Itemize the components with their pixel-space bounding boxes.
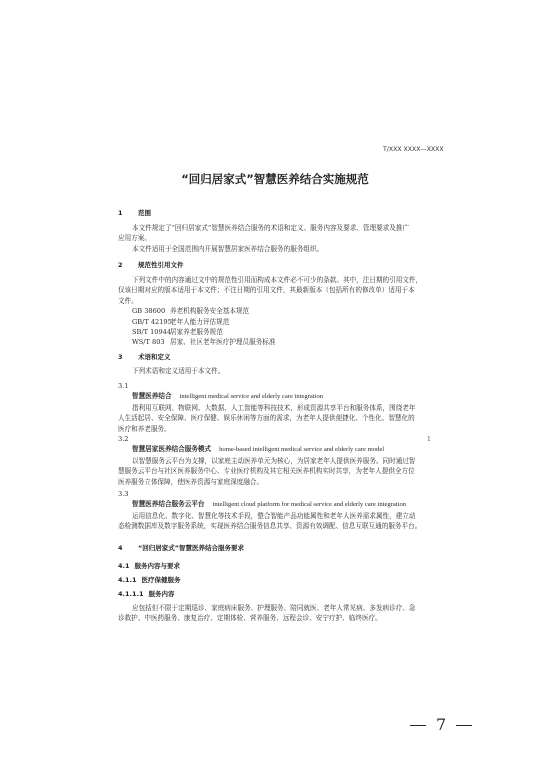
reference-name: 养老机构服务安全基本规范 [170,307,250,316]
page-number: 7 [436,715,447,734]
section-number: 4 [118,544,123,552]
dash-divider [456,725,472,726]
term-name: 智慧医养结合服务云平台 [132,500,205,509]
definition-line: 医养服务立体保障，使医养资源与家庭深度融合。 [118,477,264,486]
term-heading [118,499,421,510]
section-4-1-1-1-body [118,603,416,624]
reference-item [132,327,422,337]
reference-item [132,306,422,316]
term-name: 智慧医养结合 [132,392,172,401]
definition-line: 人生活起居、安全保障、医疗保健、娱乐休闲等方面的需求，为老年人提供便捷化、个性化、智慧化的 [118,414,415,423]
section-number: 3 [118,353,123,361]
term-number: 3.3 [118,490,129,498]
section-4-1-1-1-heading [118,589,175,599]
term-english: home-based intelligent medical service and elderly care model [219,446,385,454]
section-2-heading [118,260,184,270]
dash-divider [410,725,426,726]
section-number: 4.1.1.1 [118,590,144,598]
definition-line: 态检测数据库及数字服务系统，实现医养结合服务信息共享、资源有效调配、信息互联互通的服务平台。 [118,522,422,531]
section-title: 服务内容 [148,590,175,598]
section-number: 2 [118,261,123,269]
reference-name: 老年人能力评估规范 [170,317,230,326]
reference-item [132,337,422,347]
definition-line: 运用信息化、数字化、智慧化等技术手段，整合智能产品功能属性和老年人医养需求属性，建立动 [132,511,416,520]
term-3-2 [118,434,416,487]
section-title: 服务内容与要求 [134,562,181,570]
term-3-1 [118,381,416,434]
section-number: 4.1.1 [118,576,137,584]
paragraph-line: 下列文件中的内容通过文中的规范性引用而构成本文件必不可少的条款。其中，注日期的引用文件， [132,276,423,284]
section-4-1-heading [118,561,180,571]
section-3-intro: 下列术语和定义适用于本文件。 [132,367,225,375]
page-number-small: 1 [427,436,431,443]
term-english: intelligent medical service and elderly care integration [179,393,324,401]
section-2-body [118,275,422,348]
section-title: 术语和定义 [138,353,171,361]
paragraph-line: 本文件适用于全国范围内开展智慧居家医养结合服务的服务组织。 [132,244,324,253]
reference-code: GB 38600 [132,307,166,316]
paragraph-line: 应包括但不限于定期巡诊、家庭病床服务、护理服务、陪同就医、老年人常见病、多发病诊疗、急 [132,604,416,612]
term-3-3 [118,489,421,532]
section-number: 4.1 [118,562,130,570]
paragraph-line: 诊救护、中医药服务、康复治疗、定期体检、营养服务、远程会诊、安宁疗护、临终医疗。 [118,614,382,623]
paragraph-line: 本文件规定了“回归居家式”智慧医养结合服务的术语和定义、服务内容及要求、管理要求及推广 [132,224,410,232]
section-4-1-1-heading [118,575,181,585]
reference-item [132,317,422,327]
term-number: 3.2 [118,435,129,443]
reference-code: GB/T 42195 [132,317,172,326]
definition-line: 以智慧服务云平台为支撑，以家庭主动医养单元为核心，为居家老年人提供医养服务。同时通过智 [132,456,416,465]
term-heading [118,444,416,455]
term-heading [118,391,416,402]
reference-list [118,306,422,348]
reference-code: SB/T 10944 [132,328,172,337]
section-number: 1 [118,209,123,217]
definition-line: 医疗和养老服务。 [118,424,171,433]
section-title: “回归居家式”智慧医养结合服务要求 [138,544,245,552]
section-3-heading [118,352,171,362]
page-footer [400,715,482,734]
definition-line: 指利用互联网、物联网、大数据、人工智能等科技技术，形成资源共享平台和服务体系，围绕老年 [132,403,416,412]
term-number: 3.1 [118,382,129,390]
reference-name: 居家养老服务规范 [170,328,223,337]
document-title: “回归居家式”智慧医养结合实施规范 [181,172,369,186]
section-1-body [118,223,409,254]
term-name: 智慧居家医养结合服务模式 [132,445,212,454]
reference-name: 居家、社区老年医疗护理员服务标准 [170,338,276,347]
paragraph-line: 应用方案。 [118,234,151,243]
section-1-heading [118,208,151,218]
paragraph-line: 文件。 [118,296,138,305]
reference-code: WS/T 803 [132,338,165,347]
paragraph-line: 仅该日期对应的版本适用于本文件；不注日期的引用文件，其最新版本（包括所有的修改单）适用于本 [118,286,415,295]
section-4-heading [118,543,244,553]
definition-line: 慧服务云平台与社区医养服务中心、专业医疗机构及其它相关医养机构实时共享，为老年人提供全方位 [118,467,415,476]
term-english: intelligent cloud platform for medical service and elderly care integration [212,501,407,509]
section-title: 医疗保健服务 [141,576,181,584]
section-title: 范围 [138,209,151,217]
document-code: T/XXX XXXX—XXXX [383,146,444,153]
section-title: 规范性引用文件 [138,261,184,269]
